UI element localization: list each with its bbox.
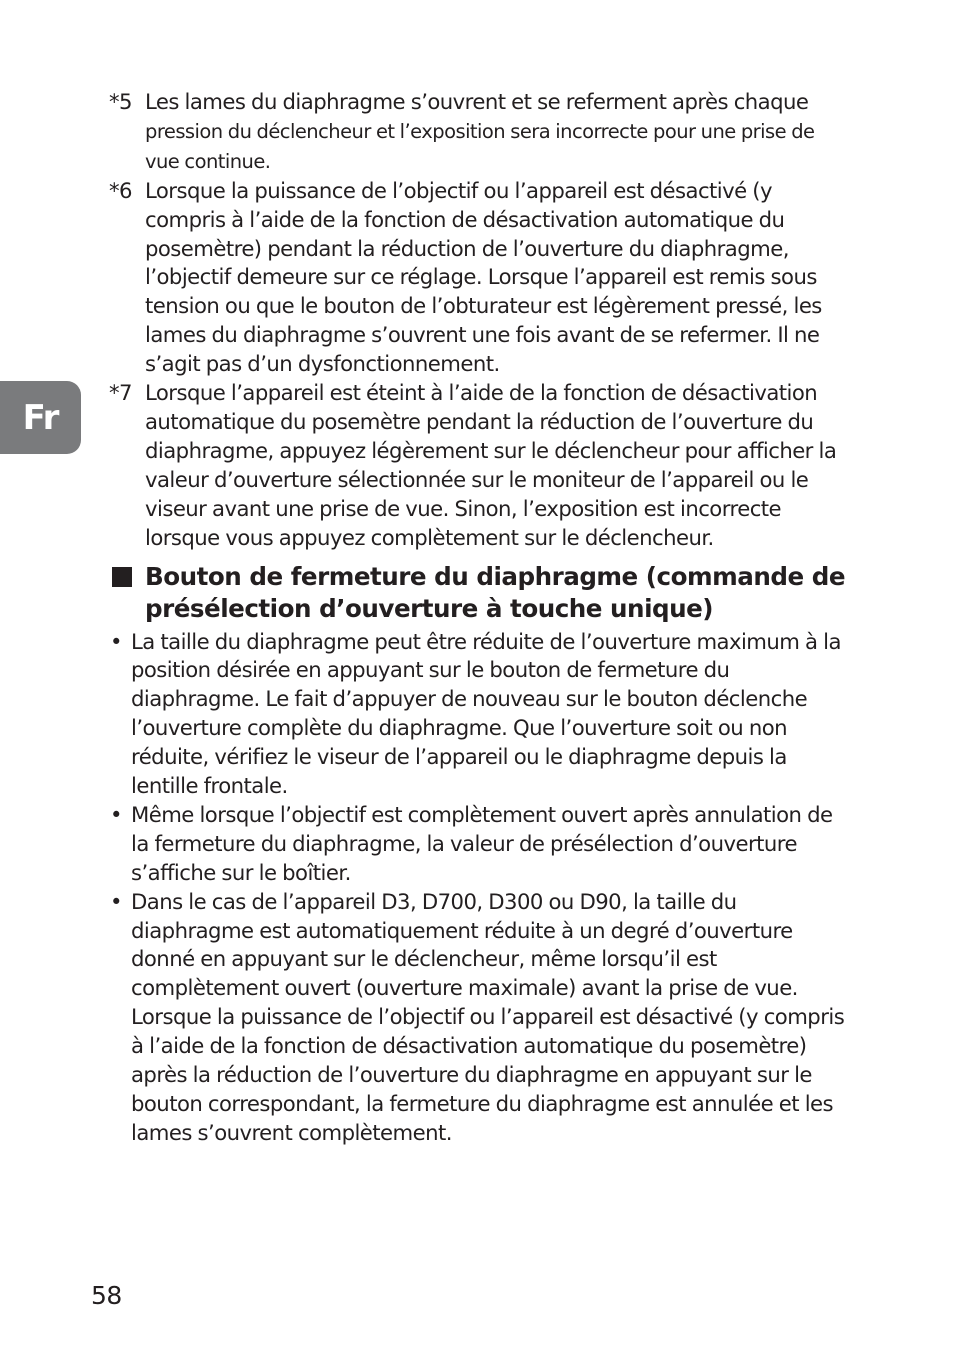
bullet-dot-icon: • <box>110 888 122 914</box>
footnote-text-continued: pression du déclencheur et l’exposition sera incorrecte pour une prise de vue continue. <box>145 119 815 173</box>
bullet-dot-icon: • <box>110 628 122 654</box>
list-item-text: Même lorsque l’objectif est complètement ouvert après annulation de la fermeture du diaphragme, la valeur de présélection d’ouverture s’affiche sur le boîtier. <box>131 801 833 885</box>
footnote-5 <box>109 88 849 177</box>
footnote-6 <box>109 177 849 379</box>
list-item <box>109 801 849 888</box>
list-item-text: La taille du diaphragme peut être réduite de l’ouverture maximum à la position désirée en appuyant sur le bouton de fermeture du diaphragme. Le fait d’appuyer de nouveau sur le bouton déclenche l’ouverture complète du diaphragme. Que l’ouverture soit ou non réduite, vérifiez le viseur de l’appareil ou le diaphragme depuis la lentille frontale. <box>131 628 841 799</box>
square-bullet-icon <box>112 567 132 587</box>
language-tab <box>0 381 81 454</box>
footnote-marker: *5 <box>109 89 132 114</box>
footnote-marker: *7 <box>109 380 132 406</box>
list-item-text: Dans le cas de l’appareil D3, D700, D300 ou D90, la taille du diaphragme est automatiquement réduite à un degré d’ouverture donné en appuyant sur le déclencheur, même lorsqu’il est complètement ouvert (ouverture maximale) avant la prise de vue. Lorsque la puissance de l’objectif ou l’appareil est désactivé (y compris à l’aide de la fonction de désactivation automatique du posemètre) après la réduction de l’ouverture du diaphragme en appuyant sur le bouton correspondant, la fermeture du diaphragme est annulée et les lames s’ouvrent complètement. <box>131 888 845 1145</box>
list-item <box>109 628 849 801</box>
bullet-dot-icon: • <box>110 801 122 827</box>
footnote-text: Lorsque l’appareil est éteint à l’aide de la fonction de désactivation automatique du posemètre pendant la réduction de l’ouverture du diaphragme, appuyez légèrement sur le déclencheur pour afficher la valeur d’ouverture sélectionnée sur le moniteur de l’appareil ou le viseur avant une prise de vue. Sinon, l’exposition est incorrecte lorsque vous appuyez complètement sur le déclencheur. <box>145 380 837 550</box>
footnote-text: Les lames du diaphragme s’ouvrent et se referment après chaque <box>145 89 809 114</box>
footnote-7 <box>109 379 849 552</box>
footnote-marker: *6 <box>109 177 132 203</box>
section-heading <box>109 561 849 626</box>
section-heading-text: Bouton de fermeture du diaphragme (commande de présélection d’ouverture à touche unique) <box>145 561 845 623</box>
bullet-list <box>109 628 849 1148</box>
page-content <box>109 88 849 1148</box>
footnote-text: Lorsque la puissance de l’objectif ou l’appareil est désactivé (y compris à l’aide de la fonction de désactivation automatique du posemètre) pendant la réduction de l’ouverture du diaphragme, l’objectif demeure sur ce réglage. Lorsque l’appareil est remis sous tension ou que le bouton de l’obturateur est légèrement pressé, les lames du diaphragme s’ouvrent une fois avant de se refermer. Il ne s’agit pas d’un dysfonctionnement. <box>145 177 822 377</box>
language-tab-label: Fr <box>22 397 59 438</box>
page-number: 58 <box>91 1281 122 1310</box>
list-item <box>109 888 849 1148</box>
